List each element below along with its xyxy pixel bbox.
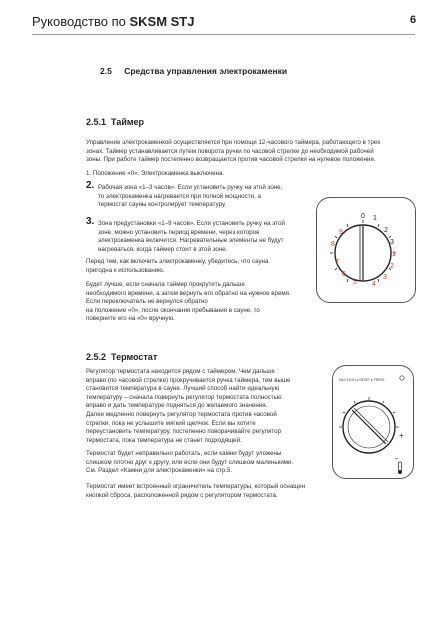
- section-heading: Средства управления электрокаменки: [124, 66, 288, 76]
- header-title-prefix: Руководство по: [32, 14, 130, 29]
- timer-item-3-line: нагреваться, когда таймер стоит в этой зоне.: [98, 245, 228, 253]
- thermostat-knob-grip: [354, 408, 388, 442]
- timer-para-2-line: Если переключатель не вернулся обратно: [86, 298, 208, 306]
- timer-title: Таймер: [111, 117, 145, 127]
- thermostat-para-1-line: Регулятор термостата находится рядом с таймером. Чем дальше: [86, 368, 275, 375]
- header-model: SKSM STJ: [129, 14, 195, 29]
- timer-para-2: [86, 281, 321, 324]
- thermostat-para-1: [86, 368, 331, 445]
- thermostat-dial-illustration: [333, 366, 413, 478]
- timer-number-label: 4: [372, 281, 376, 288]
- page-number: 6: [410, 14, 417, 26]
- timer-item-3-line: электрокаменка включится. Нагревательные элементы не будут: [98, 237, 284, 245]
- thermostat-para-1-line: вправо (по часовой стрелке) прокручивается ручка таймера, тем выше: [86, 376, 291, 384]
- timer-number-label: 8: [331, 241, 335, 248]
- timer-intro-line: зоны. При работе таймер постепенно возвращается против часовой стрелки на нулевое положение.: [86, 156, 376, 164]
- timer-dial-illustration: [317, 198, 415, 302]
- timer-number-label: 3: [390, 239, 394, 246]
- plus-icon: +: [399, 431, 404, 440]
- timer-heading: [86, 117, 144, 127]
- reset-button-icon: [400, 376, 404, 380]
- section-number: 2.5: [100, 66, 112, 76]
- timer-number-label: 7: [335, 259, 339, 266]
- thermostat-para-1-line: становится температура в сауне. Лучший способ найти идеальную: [86, 385, 280, 393]
- timer-para-2-line: на положение «0», после окончания пребывания в сауне, то: [86, 306, 260, 314]
- thermostat-para-2-line: слишком плотно друг к другу, или если они будут слишком маленькими.: [86, 458, 294, 466]
- thermostat-para-1-line: термостата, пока температура не станет подходящей.: [86, 436, 242, 444]
- timer-para-2-line: Будет лучше, если сначала таймер прокрутить дальше: [86, 281, 245, 288]
- timer-item-3-line: зоне, можно установить период времени, через которое: [98, 228, 260, 236]
- timer-panel: [316, 197, 416, 303]
- timer-para-2-line: необходимого времени, а затем вернуть его обратно на нужное время.: [86, 289, 291, 297]
- thermostat-para-1-line: стрелки, пока не услышите мягкий щелчок. Если вы хотите: [86, 419, 256, 427]
- thermostat-para-3-line: Термостат имеет встроенный ограничитель температуры, который оснащен: [86, 483, 306, 490]
- timer-item-2-line: то электрокаменка нагревается при полной мощности, а: [98, 192, 261, 200]
- thermostat-para-2-line: Термостат будет неправильно работать, если камни будут уложены: [86, 450, 282, 457]
- timer-number-label: 3: [383, 274, 387, 281]
- thermostat-heading: [86, 352, 157, 362]
- header-divider: [32, 34, 415, 35]
- timer-para-1-line: Перед тем, как включить электрокаменку, убедитесь, что сауна: [86, 258, 269, 265]
- timer-number-label: 0: [361, 213, 365, 220]
- thermostat-para-2: [86, 450, 331, 476]
- timer-para-1: [86, 258, 316, 275]
- thermostat-knob-grip: [352, 410, 386, 444]
- thermostat-para-1-line: Далее медленно повернуть регулятор термостата против часовой: [86, 410, 277, 418]
- timer-number-label: 2: [384, 227, 388, 234]
- thermometer-bulb-icon: [398, 470, 402, 474]
- timer-number: 2.5.1: [86, 117, 107, 127]
- thermostat-para-1-line: вправо и дать температуре подняться до желаемого значения.: [86, 402, 268, 410]
- thermostat-para-3: [86, 483, 386, 500]
- thermostat-number: 2.5.2: [86, 352, 107, 362]
- thermostat-para-1-line: температуру – сначала повернуть регулятор термостата полностью: [86, 393, 282, 401]
- timer-item-3: [86, 216, 316, 254]
- thermostat-para-1-line: переустановить температуру, постепенно поворачивайте регулятор: [86, 428, 282, 436]
- timer-item-1: 1. Положение «0». Электрокаменка выключена.: [86, 170, 225, 177]
- timer-intro-line: зонах. Таймер устанавливается путем поворота ручки по часовой стрелке до необходимой рабочей: [86, 147, 374, 155]
- minus-icon: –: [395, 456, 399, 462]
- timer-item-2: [86, 180, 316, 210]
- thermometer-icon: [399, 462, 402, 471]
- timer-number-label: 1: [392, 251, 396, 258]
- section-title: [100, 66, 297, 76]
- timer-intro-line: Управление электрокаменкой осуществляется при помощи 12-часового таймера, работающего в трех: [86, 139, 381, 146]
- thermostat-reset-label: MAX.PUSH ● RESET ● PRESS: [339, 378, 385, 382]
- timer-number-label: 2: [390, 263, 394, 270]
- thermostat-title: Термостат: [111, 352, 158, 362]
- timer-item-2-line: Рабочая зона «1–3 часов». Если установить ручку на этой зоне,: [98, 184, 283, 191]
- document-header-title: [32, 14, 194, 29]
- timer-item-2-number: 2.: [86, 180, 95, 191]
- thermostat-para-2-line: См. Раздел «Камни для электрокаменки» на стр.5.: [86, 467, 233, 475]
- timer-item-3-line: Зона предустановки «1–9 часов». Если установить ручку на этой: [98, 220, 285, 227]
- timer-number-label: 6: [342, 271, 346, 278]
- timer-number-label: 1: [373, 215, 377, 222]
- timer-intro: [86, 139, 416, 165]
- timer-para-2-line: поверните его на «0» вручную.: [86, 315, 175, 323]
- thermostat-panel: [332, 365, 414, 479]
- timer-item-2-line: термостат сауны контролирует температуру.: [98, 201, 227, 209]
- thermostat-para-3-line: кнопкой сброса, расположенной рядом с регулятором термостата.: [86, 491, 278, 499]
- timer-item-3-number: 3.: [86, 216, 95, 227]
- timer-para-1-line: пригодна к использованию.: [86, 266, 165, 274]
- timer-number-label: 9: [339, 229, 343, 236]
- timer-number-label: 5: [353, 279, 357, 286]
